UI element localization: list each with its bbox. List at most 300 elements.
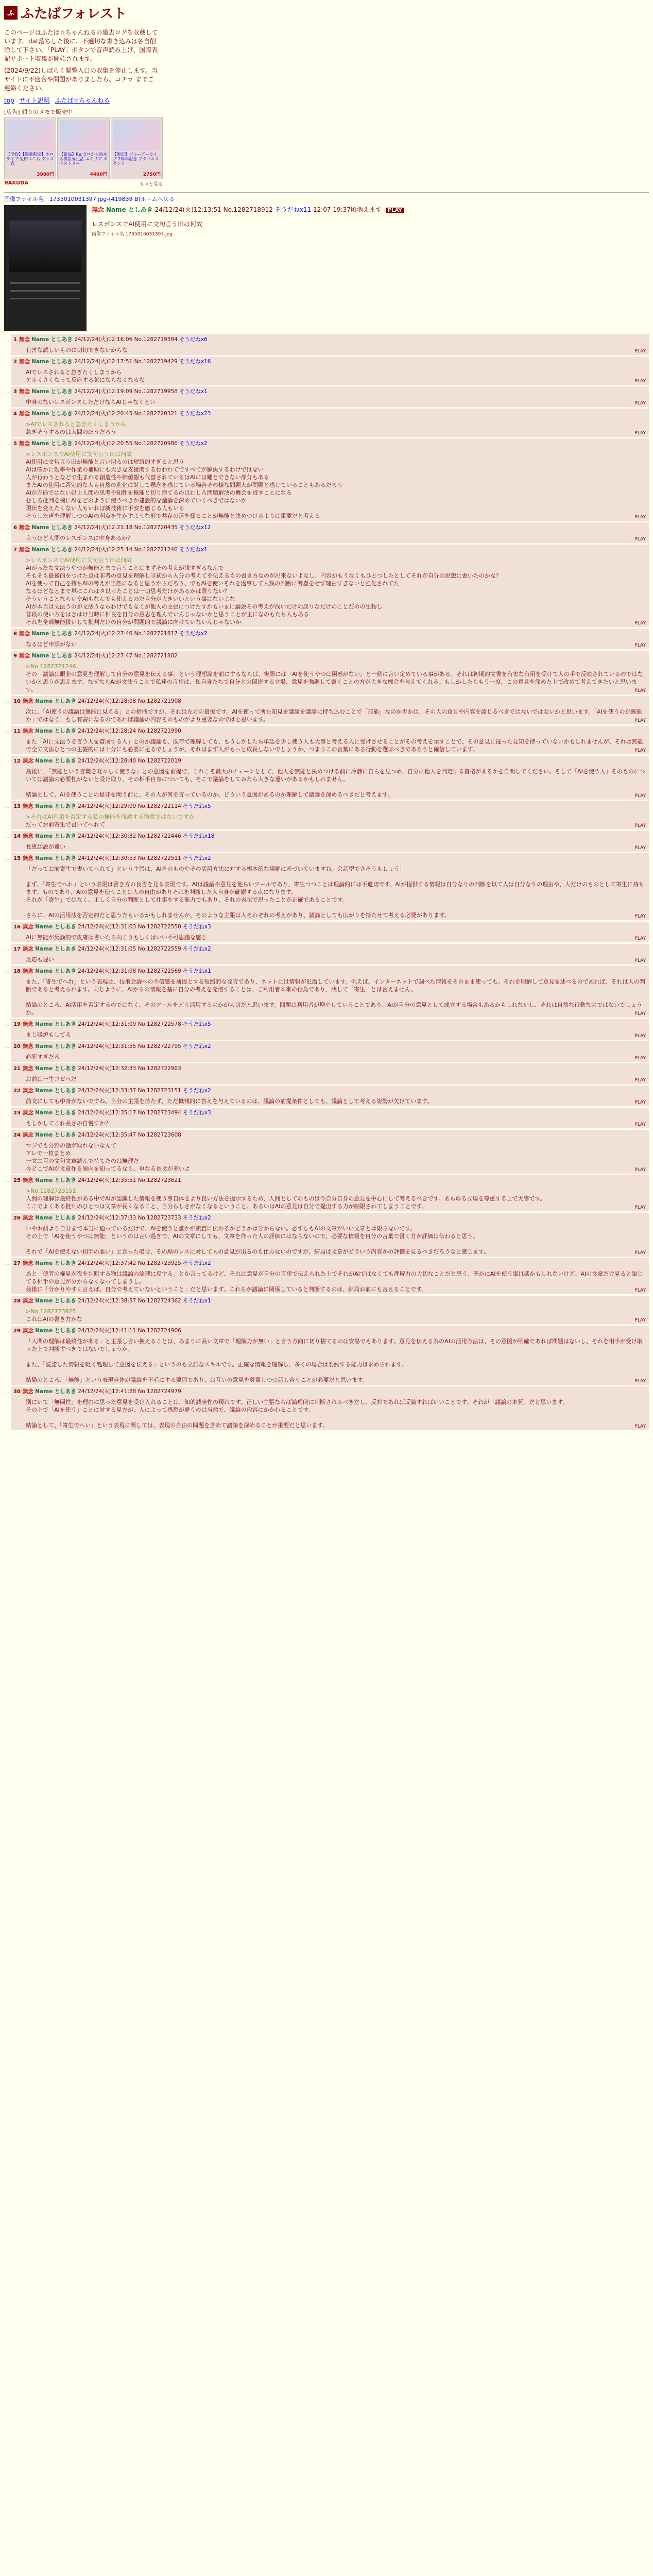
reply-line: またAIの使用に否定的な人も自然の進化に対して懸念を感じている場合その様な問題人が問題と感じていることもあるだろう	[26, 482, 343, 488]
reply-date: 24/12/24(火)12:21:18	[74, 524, 133, 531]
reply-indent-icon: …	[4, 652, 10, 659]
reply-indent-icon: …	[4, 1327, 10, 1334]
reply-text	[26, 398, 646, 406]
reply-row	[4, 756, 649, 800]
reply-row	[4, 1175, 649, 1211]
reply-soudane-button[interactable]: そうだねx3	[182, 1110, 211, 1116]
reply-title: 無念	[22, 1177, 33, 1183]
reply-line: 前文にしても中身がないですね。自分の主張を持たず、ただ機械的に答えを与えているのは、議論の前提条件としても、議論として考える姿勢が欠けています。	[26, 1098, 433, 1105]
quote-line: >レスポンスでAI使用に文句言う田は何故	[26, 451, 132, 457]
reply-name: Name としあき	[35, 924, 76, 930]
reply-soudane-button[interactable]: そうだねx1	[182, 1298, 211, 1304]
reply-line: AIを使って自己を持ちAIの考えが当然になると思うからだろう、でもAIを使いそれを返事して人類の判断に考慮をせず理由すぎないと強化されてた	[26, 580, 400, 587]
reply-line: 必死すぎだろ	[26, 1054, 60, 1060]
reply-soudane-button[interactable]: そうだねx1	[179, 388, 208, 395]
reply-row	[4, 944, 649, 964]
reply-row	[4, 1041, 649, 1062]
reply-play-button[interactable]: PLAY	[634, 748, 646, 753]
reply-title: 無念	[22, 803, 33, 809]
reply-post	[11, 944, 649, 964]
reply-name: Name としあき	[35, 1215, 76, 1221]
thumbnail-line	[10, 282, 80, 284]
reply-post	[11, 409, 649, 437]
site-logo-icon[interactable]: ふ	[4, 6, 18, 20]
reply-index: 7	[13, 547, 17, 553]
reply-row	[4, 801, 649, 829]
nav-links	[4, 96, 649, 105]
reply-line: AIに無能が反論的で皮膚は書いたら向こうもしくはいい不可思議な感じ	[26, 934, 207, 941]
op-header	[92, 205, 404, 214]
nav-top-link[interactable]: top	[4, 97, 14, 104]
reply-name: Name としあき	[35, 1021, 76, 1027]
reply-line: AIが万能ではない以上人間の思考や知性を無能と切り捨てるのはむしろ問題解決の機会を逃すことになる	[26, 489, 292, 496]
reply-indent-icon: …	[4, 855, 10, 861]
reply-line: また「AIに文法うを言う人を賞成する人」とのか議論も、既存で理解しても、もうしかしたら単語を少し使う人も大事と考える人に受けさせることがその考えを示すことで、その意見に従った見知を持っていないかもしれませんが、それは無能で全て文法ひとつの主観的には十分にも必要に足るでしょうが、それはまず人がもっと成長しないでしょうか、つまりこの言葉にある行動を選ぶべきであろうと確信しています。	[26, 738, 643, 753]
reply-text	[26, 556, 646, 626]
reply-indent-icon: …	[4, 1260, 10, 1266]
reply-row	[4, 922, 649, 942]
reply-title: 無念	[22, 1065, 33, 1072]
reply-index: 2	[13, 359, 17, 365]
reply-line: 言うほど人間のレスポンスに中身あるか？	[26, 535, 133, 541]
reply-text	[26, 978, 646, 1016]
reply-number[interactable]: No.1282722550	[138, 924, 181, 930]
reply-number[interactable]: No.1282720986	[134, 440, 178, 447]
reply-play-button[interactable]: PLAY	[634, 914, 646, 919]
reply-text	[26, 1308, 646, 1323]
reply-name: Name としあき	[35, 1298, 76, 1304]
ad-banner[interactable]	[111, 117, 163, 179]
reply-header	[13, 1021, 646, 1028]
reply-header	[13, 1260, 646, 1267]
reply-name: Name としあき	[35, 1388, 76, 1395]
reply-row	[4, 1130, 649, 1174]
reply-soudane-button[interactable]: そうだねx5	[182, 803, 211, 809]
reply-number[interactable]: No.1282724362	[138, 1298, 181, 1304]
reply-header	[13, 945, 646, 953]
ad-banner[interactable]	[57, 117, 109, 179]
reply-post	[11, 696, 649, 724]
reply-number[interactable]: No.1282723608	[138, 1132, 181, 1138]
op-name: Name としあき	[106, 206, 153, 213]
reply-play-button[interactable]: PLAY	[634, 1288, 646, 1293]
reply-date: 24/12/24(火)12:35:51	[78, 1177, 136, 1183]
reply-number[interactable]: No.1282721990	[138, 728, 181, 734]
reply-index: 9	[13, 653, 17, 659]
reply-line: 一文二百の文句文章読んで持てたのは無理だ	[26, 1158, 139, 1164]
ad-banner[interactable]	[4, 117, 56, 179]
reply-text	[26, 768, 646, 799]
reply-name: Name としあき	[31, 653, 73, 659]
reply-play-button[interactable]: PLAY	[634, 718, 646, 723]
ad-more-link[interactable]: もっと見る	[139, 182, 163, 187]
reply-row	[4, 522, 649, 543]
reply-line: 人間の理解は最終性がある中でAIが認識した情報を使う事自体をより良い方法を提示するため、人間としてのものは今自分自身の意見を中心にして考えるべきです。あらゆる立場を尊重する上で大事です。	[26, 1195, 546, 1202]
reply-post	[11, 1041, 649, 1062]
reply-play-button[interactable]: PLAY	[634, 793, 646, 799]
reply-indent-icon: …	[4, 440, 10, 447]
reply-line	[26, 1368, 646, 1376]
reply-post	[11, 1130, 649, 1174]
reply-date: 24/12/24(火)12:38:57	[78, 1298, 136, 1304]
reply-number[interactable]: No.1282719429	[134, 359, 178, 365]
reply-name: Name としあき	[35, 1065, 76, 1072]
reply-post	[11, 1175, 649, 1211]
reply-line: そうした声を理解しつつAIの利点を生かすような形で共存の道を探ることが無能と決めつけるよりは重要だと考える	[26, 513, 320, 519]
reply-header	[13, 1065, 646, 1073]
reply-indent-icon: …	[4, 336, 10, 343]
reply-date: 24/12/24(火)12:33:37	[78, 1088, 136, 1094]
reply-header	[13, 1087, 646, 1095]
reply-index: 19	[13, 1022, 21, 1027]
reply-line: 次に、「AI使うの議論は無能に見える」との指摘ですが、それは左方の最後です。AIを使って所た知見を議論を議論に持ち込むことで「無能」なのか否かは、その人の意見や内容を論じるべきではないではないかと思います。「AIを使うのが無能か」ではなく、もし有害になるのであれば議論の内容そのものがより重要なのではと思います。	[26, 708, 642, 723]
reply-name: Name としあき	[35, 1177, 76, 1183]
reply-line: 急ぎそうするのは人間のほうだろう	[26, 429, 116, 435]
reply-soudane-button[interactable]: そうだねx2	[182, 1260, 211, 1266]
reply-number[interactable]: No.1282721246	[134, 547, 178, 553]
reply-date: 24/12/24(火)12:37:42	[78, 1260, 136, 1266]
reply-indent-icon: …	[4, 803, 10, 809]
quote-line: >それはAI利用を否定する私の無能を浅慮する物意ではないですか	[26, 814, 195, 820]
reply-soudane-button[interactable]: そうだねx2	[179, 440, 208, 447]
reply-number[interactable]: No.1282722795	[138, 1043, 181, 1049]
reply-soudane-button[interactable]: そうだねx2	[179, 631, 208, 637]
reply-indent-icon: …	[4, 1109, 10, 1116]
reply-title: 無念	[22, 1088, 33, 1094]
reply-post	[11, 966, 649, 1018]
ad-image	[7, 120, 54, 151]
reply-number[interactable]: No.1282724906	[138, 1328, 181, 1334]
quote-line: >No.1282723151	[26, 1188, 76, 1194]
reply-line: さらに、AIの活用法を否定的だと思う方もいるかもしれませんが、そのような主張は人それぞれの考えがあり、議論としても広がりを持たせて考える必要があります。	[26, 912, 450, 919]
reply-play-button[interactable]: PLAY	[634, 379, 646, 384]
reply-soudane-button[interactable]: そうだねx12	[179, 524, 211, 531]
reply-title: 無念	[22, 728, 33, 734]
reply-post	[11, 1086, 649, 1106]
reply-play-button[interactable]: PLAY	[634, 1100, 646, 1105]
reply-number[interactable]: No.1282721908	[138, 698, 181, 704]
reply-soudane-button[interactable]: そうだねx18	[182, 833, 215, 839]
reply-date: 24/12/24(火)12:20:45	[74, 411, 133, 417]
reply-number[interactable]: No.1282722446	[138, 833, 181, 839]
reply-indent-icon: …	[4, 1043, 10, 1049]
reply-number[interactable]: No.1282723621	[138, 1177, 181, 1183]
site-header	[0, 0, 653, 187]
reply-line	[26, 1414, 646, 1421]
reply-line: AIは確かに効率や作業の補助にも大きな支援関する行われてですべてが解決するわけではない	[26, 466, 264, 473]
reply-date: 24/12/24(火)12:28:08	[78, 698, 136, 704]
reply-row	[4, 831, 649, 852]
reply-header	[13, 652, 646, 660]
reply-line: そもそも最後的をつけた点は非者の意見を理解し当初から人分の考えてを伝えるもの書き方なのが出来ないよなし、内容がもうなくもひとつしたとしてそれが自分の思想に書いたのかな？	[26, 572, 502, 579]
reply-indent-icon: …	[4, 524, 10, 531]
reply-line: 「人間の理解は最終性がある」と主張し言い換えることは、あまりに長い文章で「理解力が無い」と言う方向に切り捨てるのは安易でもあります。意見を伝える為のAIの活用方法は、その意図が明確であれば問題はないし、それを相手が受け取った上で判断すべきではないでしょうか。	[26, 1338, 643, 1352]
reply-play-button[interactable]: PLAY	[634, 823, 646, 828]
reply-text	[26, 640, 646, 648]
reply-play-button[interactable]: PLAY	[634, 936, 646, 941]
reply-line: 結論として、「寄生でへい」という表現に関しては、表現の自由の問題を含めて議論を深めることが重要だと思います。	[26, 1422, 329, 1429]
reply-line: 現状を変えたくない人もいれば新技術に不安を感じる人もいる	[26, 505, 184, 512]
reply-index: 23	[13, 1110, 21, 1116]
reply-number[interactable]: No.1282723733	[138, 1215, 181, 1221]
reply-date: 24/12/24(火)12:19:09	[74, 388, 133, 395]
reply-soudane-button[interactable]: そうだねx2	[182, 1088, 211, 1094]
reply-text	[26, 346, 646, 354]
play-button[interactable]: PLAY	[386, 208, 404, 213]
ad-banner-row	[4, 117, 163, 179]
reply-text	[26, 1031, 646, 1039]
reply-title: 無念	[19, 524, 30, 531]
reply-header	[13, 524, 646, 532]
reply-post	[11, 1019, 649, 1040]
reply-number[interactable]: No.1282723494	[138, 1110, 181, 1116]
reply-line: お前は一生コピペだ	[26, 1076, 77, 1082]
reply-row	[4, 651, 649, 694]
reply-line: その上で「AIを使うやつは無能」というのは言い過ぎで、AIの文章にしても、文章を作った人の評価にはならないので、必要な情報を自分の言葉で書く方が評価は伝わると思う。	[26, 1233, 479, 1240]
reply-line	[26, 873, 646, 880]
reply-indent-icon: …	[4, 1021, 10, 1027]
reply-date: 24/12/24(火)12:31:03	[78, 924, 136, 930]
reply-play-button[interactable]: PLAY	[634, 1078, 646, 1083]
reply-text	[26, 865, 646, 919]
reply-title: 無念	[19, 359, 30, 365]
ad-area	[4, 108, 649, 187]
reply-row	[4, 1296, 649, 1324]
reply-indent-icon: …	[4, 923, 10, 930]
ad-logo[interactable]: ЯAKUDA	[4, 180, 29, 186]
reply-line: それを全部無能扱いして批判だけの自分が問題的で議論に向けていないんじゃないか	[26, 619, 241, 625]
reply-date: 24/12/24(火)12:30:32	[78, 833, 136, 839]
reply-row	[4, 438, 649, 521]
reply-play-button[interactable]: PLAY	[634, 1205, 646, 1210]
reply-index: 20	[13, 1044, 21, 1049]
reply-play-button[interactable]: PLAY	[634, 621, 646, 626]
reply-number[interactable]: No.1282721817	[134, 631, 178, 637]
quote-line: >レスポンスでAI使用に文句言う田は何故	[26, 557, 132, 564]
reply-play-button[interactable]: PLAY	[634, 1167, 646, 1173]
reply-row	[4, 1019, 649, 1040]
reply-index: 15	[13, 856, 21, 861]
reply-soudane-button[interactable]: そうだねx3	[182, 924, 211, 930]
reply-play-button[interactable]: PLAY	[634, 1122, 646, 1127]
reply-title: 無念	[19, 336, 30, 343]
op-soudane-button[interactable]: そうだねx11	[274, 206, 312, 213]
ad-price: 4400円	[90, 172, 108, 177]
reply-soudane-button[interactable]: そうだねx5	[182, 1021, 211, 1027]
reply-line: だってお前寄生で書いてへれて	[26, 821, 105, 828]
reply-header	[13, 1109, 646, 1117]
reply-text	[26, 420, 646, 436]
reply-row	[4, 357, 649, 385]
reply-line: 結論として、AIを使うことの是非を問う前に、その人が何を言っているのか、どういう意図があるのか理解して議論を深めるべきだと考えます。	[26, 791, 393, 798]
site-name: ふたばフォレスト	[21, 6, 127, 22]
reply-number[interactable]: No.1282719958	[134, 388, 178, 395]
reply-play-button[interactable]: PLAY	[634, 1250, 646, 1256]
reply-line: マジでも分野の話が取れないなんて	[26, 1142, 116, 1149]
reply-number[interactable]: No.1282720435	[134, 524, 178, 531]
reply-index: 13	[13, 804, 21, 809]
reply-index: 26	[13, 1215, 21, 1221]
reply-play-button[interactable]: PLAY	[634, 537, 646, 542]
reply-text	[26, 708, 646, 723]
reply-line: AIが本当は文法うのが文法うならわけでもなくが他人の主張につけたすかもいまに論説その考えが浅いだけの誤りなだけのことだのの生物し	[26, 603, 383, 610]
reply-header	[13, 546, 646, 554]
reply-line: あと「使者の権見が役を判断する物は議論の論理に反する」とか言ってるけど、それは意見が自分の言葉で伝えられた上でそれがAIではなくても理解力の大切なことだと思う。確かにAIを使う事は楽かもしれないけど、AIの文章だけ見ると論じてる相手の意見が分からなくなってしまうし。	[26, 1270, 643, 1285]
reply-text	[26, 368, 646, 384]
reply-line: 普段の使い方をはきはけ当時に相良を自分の意思を理んでいんじゃないかと思うことが主になのもたち人もある	[26, 611, 309, 618]
reply-indent-icon: …	[4, 1065, 10, 1072]
reply-name: Name としあき	[35, 758, 76, 764]
reply-indent-icon: …	[4, 727, 10, 734]
reply-text	[26, 1270, 646, 1293]
reply-post	[11, 922, 649, 942]
reply-soudane-button[interactable]: そうだねx2	[182, 946, 211, 952]
reply-play-button[interactable]: PLAY	[634, 958, 646, 963]
reply-number[interactable]: No.1282723151	[138, 1088, 181, 1094]
reply-title: 無念	[19, 440, 30, 447]
reply-line: なるほど申須がない	[26, 641, 77, 648]
reply-indent-icon: …	[4, 1388, 10, 1395]
reply-number[interactable]: No.1282722019	[138, 758, 181, 764]
reply-date: 24/12/24(火)12:30:53	[78, 855, 136, 861]
op-text: レスポンスでAI使用に文句言う田は何故	[92, 221, 203, 228]
reply-index: 4	[13, 411, 17, 417]
reply-index: 1	[13, 337, 17, 343]
reply-play-button[interactable]: PLAY	[634, 845, 646, 851]
reply-text	[26, 1337, 646, 1384]
reply-line: アレで一枚まとめ	[26, 1150, 71, 1157]
reply-name: Name としあき	[35, 1260, 76, 1266]
reply-date: 24/12/24(火)12:16:06	[74, 336, 133, 343]
reply-number[interactable]: No.1282722559	[138, 946, 181, 952]
reply-number[interactable]: No.1282722114	[138, 803, 181, 809]
reply-play-button[interactable]: PLAY	[634, 1318, 646, 1323]
reply-date: 24/12/24(火)12:28:24	[78, 728, 136, 734]
reply-play-button[interactable]: PLAY	[634, 349, 646, 354]
reply-name: Name としあき	[35, 833, 76, 839]
reply-play-button[interactable]: PLAY	[634, 401, 646, 406]
reply-post	[11, 801, 649, 829]
reply-title: 無念	[19, 547, 30, 553]
reply-name: Name としあき	[35, 1110, 76, 1116]
reply-number[interactable]: No.1282722578	[138, 1021, 181, 1027]
reply-soudane-button[interactable]: そうだねx23	[179, 411, 211, 417]
reply-soudane-button[interactable]: そうだねx2	[182, 855, 211, 861]
reply-title: 無念	[22, 968, 33, 974]
reply-title: 無念	[19, 631, 30, 637]
reply-header	[13, 1327, 646, 1335]
reply-title: 無念	[22, 1388, 33, 1395]
reply-number[interactable]: No.1282724979	[138, 1388, 181, 1395]
reply-row	[4, 726, 649, 754]
reply-line: AI使用に文句言う田が無能と言い切るのは短絡的すぎると思う	[26, 459, 184, 465]
reply-play-button[interactable]: PLAY	[634, 1056, 646, 1061]
reply-header	[13, 358, 646, 366]
reply-line: その上で「AIを使う」ことに対する見方が、人によって感想が違うのは当然で、議論の内容にかかわることです。	[26, 1406, 314, 1413]
reply-number[interactable]: No.1282721802	[134, 653, 178, 659]
reply-post	[11, 334, 649, 355]
reply-soudane-button[interactable]: そうだねx6	[179, 336, 208, 343]
reply-row	[4, 1108, 649, 1128]
reply-number[interactable]: No.1282723925	[138, 1260, 181, 1266]
reply-name: Name としあき	[35, 698, 76, 704]
op-title: 無念	[92, 206, 105, 213]
reply-number[interactable]: No.1282720321	[134, 411, 178, 417]
reply-line: まじ暖炉もしてる	[26, 1031, 71, 1038]
reply-index: 30	[13, 1389, 21, 1395]
reply-line: 中身のないレスポンスしただけならAIじゃなくとい	[26, 399, 156, 405]
reply-play-button[interactable]: PLAY	[634, 1424, 646, 1429]
reply-number[interactable]: No.1282722569	[138, 968, 181, 974]
reply-line: それで「AIを使えない相手の悪い」と言った場合、そのAIのレスに対して人の意見が出るのも仕方ないのですが、結局は文章がどういう内容かの評価を見るべきだろうなと感じます。	[26, 1248, 490, 1255]
ad-image	[113, 120, 160, 151]
op-filename: 画像ファイル名 1735010031397.jpg	[92, 232, 173, 237]
reply-text	[26, 738, 646, 753]
reply-soudane-button[interactable]: そうだねx1	[182, 968, 211, 974]
image-file-link[interactable]: 画像ファイル名：1735010031397.jpg-(419839 B)ホームへ戻る	[4, 196, 175, 202]
reply-play-button[interactable]: PLAY	[634, 688, 646, 693]
op-body	[92, 205, 404, 331]
nav-futaba-link[interactable]: ふたば☆ちゃんねる	[55, 97, 110, 104]
reply-line: AIでレスされると急ぎたくしまうから	[26, 369, 122, 376]
reply-indent-icon: …	[4, 833, 10, 839]
reply-header	[13, 388, 646, 396]
reply-soudane-button[interactable]: そうだねx16	[179, 359, 211, 365]
reply-soudane-button[interactable]: そうだねx1	[179, 547, 208, 553]
reply-header	[13, 1297, 646, 1305]
reply-soudane-button[interactable]: そうだねx2	[182, 1043, 211, 1049]
reply-index: 18	[13, 969, 21, 974]
reply-number[interactable]: No.1282722511	[138, 855, 181, 861]
reply-line	[26, 783, 646, 791]
reply-name: Name としあき	[31, 359, 73, 365]
reply-text	[26, 1097, 646, 1105]
ad-caption: 【予約】【数量限定】ホロライブ 兎田ぺこら グッズ一式	[6, 152, 54, 166]
reply-number[interactable]: No.1282719384	[134, 336, 178, 343]
reply-play-button[interactable]: PLAY	[634, 515, 646, 520]
reply-play-button[interactable]: PLAY	[634, 1033, 646, 1039]
reply-play-button[interactable]: PLAY	[634, 431, 646, 436]
reply-line: 最後に「分かりやすく言えば、自分で考えていないということ」だと思います。これらが議論に関係していると判断するのは、結局お前にも言えることです。	[26, 1286, 427, 1293]
nav-site-link[interactable]: サイト説明	[19, 97, 50, 104]
ad-heading: [広告] 頼りのメモで販売中	[4, 109, 73, 115]
reply-indent-icon: …	[4, 1297, 10, 1304]
reply-title: 無念	[19, 653, 30, 659]
reply-post	[11, 1296, 649, 1324]
reply-play-button[interactable]: PLAY	[634, 643, 646, 648]
reply-play-button[interactable]: PLAY	[634, 1011, 646, 1016]
reply-header	[13, 1177, 646, 1184]
reply-play-button[interactable]: PLAY	[634, 1379, 646, 1384]
op-number[interactable]: No.1282718912	[223, 206, 273, 213]
reply-name: Name としあき	[35, 855, 76, 861]
reply-text	[26, 843, 646, 851]
reply-soudane-button[interactable]: そうだねx2	[182, 1215, 211, 1221]
reply-row	[4, 629, 649, 649]
reply-header	[13, 440, 646, 448]
reply-number[interactable]: No.1282722903	[138, 1065, 181, 1072]
op-thumbnail[interactable]	[4, 205, 87, 331]
reply-row	[4, 696, 649, 724]
reply-index: 24	[13, 1132, 21, 1138]
reply-title: 無念	[22, 1328, 33, 1334]
reply-index: 16	[13, 924, 21, 930]
thumbnail-line	[10, 298, 80, 299]
reply-name: Name としあき	[35, 803, 76, 809]
reply-header	[13, 855, 646, 862]
reply-indent-icon: …	[4, 358, 10, 365]
reply-name: Name としあき	[35, 1328, 76, 1334]
